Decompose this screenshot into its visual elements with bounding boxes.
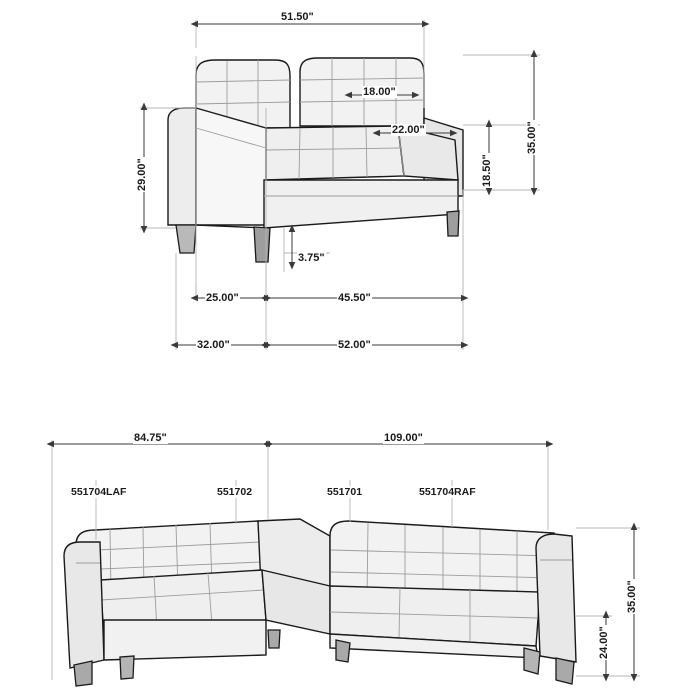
dim-sectional-arm-height: 24.00"	[598, 626, 610, 659]
part-code-laf: 551704LAF	[71, 486, 127, 498]
dim-sofa-inside-width: 45.50"	[338, 292, 371, 304]
dim-sofa-depth: 32.00"	[197, 339, 230, 351]
dim-sofa-overall-height: 35.00"	[526, 121, 538, 154]
part-code-corner: 551701	[327, 486, 363, 498]
dim-sofa-width-top: 51.50"	[281, 11, 314, 23]
dim-sofa-arm-height: 29.00"	[136, 158, 148, 191]
dim-sofa-seat-back-height: 18.00"	[363, 86, 396, 98]
sectional-illustration	[64, 519, 576, 686]
dim-sofa-overall-width: 52.00"	[338, 339, 371, 351]
dim-sectional-left-width: 84.75"	[134, 432, 167, 444]
dim-sofa-seat-height: 18.50"	[481, 154, 493, 187]
dim-sectional-overall-height: 35.00"	[626, 580, 638, 613]
dim-sofa-leg-height: 3.75"	[298, 252, 325, 264]
dim-sofa-arm-width: 25.00"	[206, 292, 239, 304]
part-code-raf: 551704RAF	[419, 486, 476, 498]
sofa-illustration	[168, 58, 463, 262]
dim-sectional-right-width: 109.00"	[384, 432, 423, 444]
part-code-armless: 551702	[217, 486, 253, 498]
dim-sofa-seat-depth: 22.00"	[392, 124, 425, 136]
